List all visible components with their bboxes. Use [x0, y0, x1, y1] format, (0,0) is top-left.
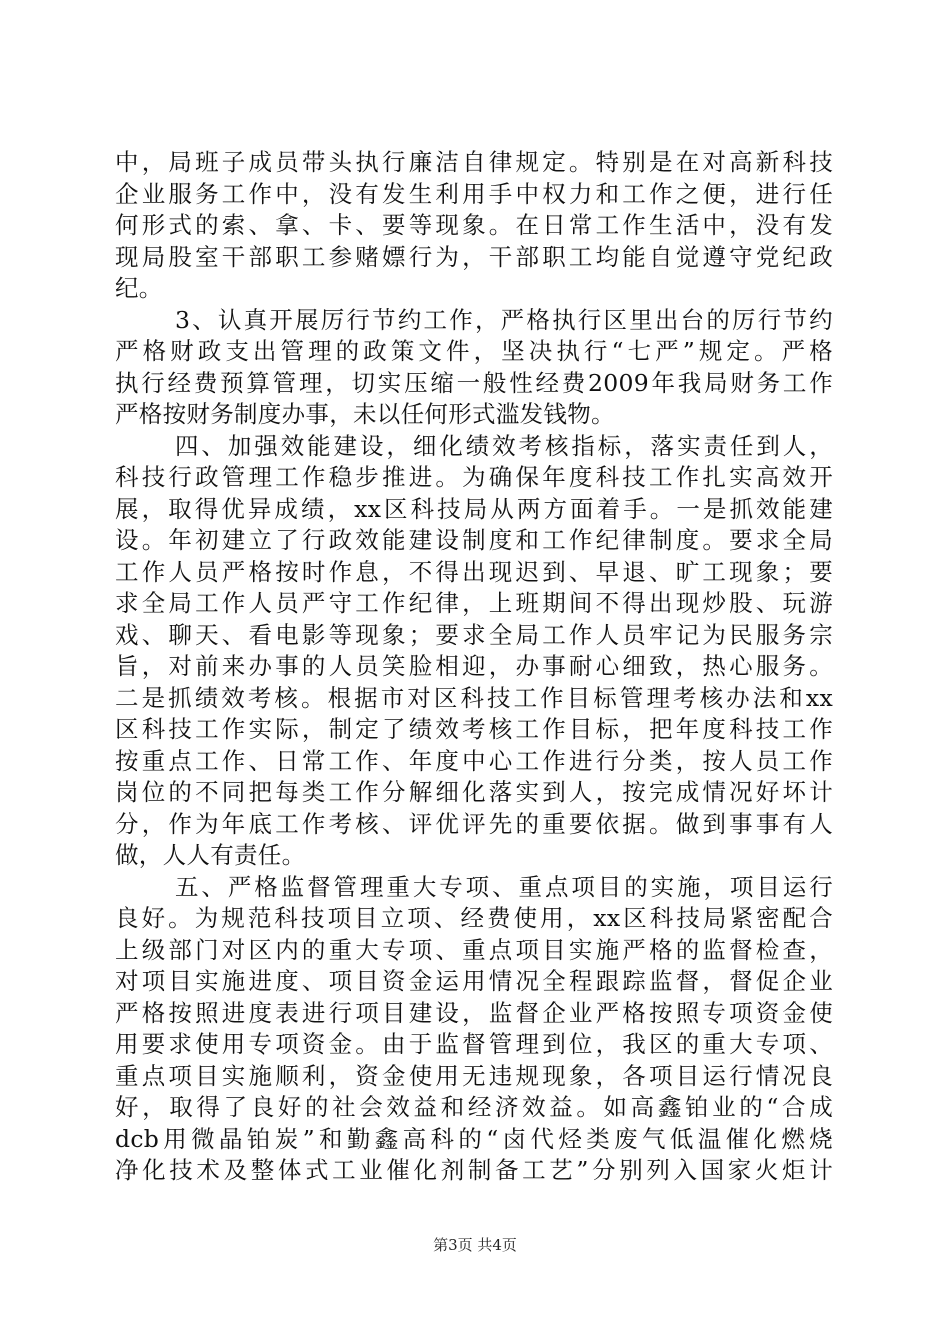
text-line: 好，取得了良好的社会效益和经济效益。如高鑫铂业的“合成 [115, 1093, 833, 1121]
text-line: 分，作为年底工作考核、评优评先的重要依据。做到事事有人 [115, 809, 833, 838]
text-line: 按重点工作、日常工作、年度中心工作进行分类，按人员工作 [115, 746, 833, 775]
text-line: 严格按财务制度办事，未以任何形式滥发钱物。 [115, 400, 615, 428]
text-line: 对项目实施进度、项目资金运用情况全程跟踪监督，督促企业 [115, 967, 833, 995]
text-line: 纪。 [115, 274, 163, 302]
page-footer: 第3页 共4页 [433, 1236, 517, 1254]
text-line: 净化技术及整体式工业催化剂制备工艺”分别列入国家火炬计 [115, 1156, 833, 1184]
text-line: 求全局工作人员严守工作纪律，上班期间不得出现炒股、玩游 [115, 589, 833, 617]
text-line: 何形式的索、拿、卡、要等现象。在日常工作生活中，没有发 [115, 211, 833, 239]
text-line: 现局股室干部职工参赌嫖行为，干部职工均能自觉遵守党纪政 [115, 242, 833, 271]
text-line: 企业服务工作中，没有发生利用手中权力和工作之便，进行任 [115, 179, 833, 208]
text-line: 科技行政管理工作稳步推进。为确保年度科技工作扎实高效开 [115, 463, 833, 491]
text-line: 旨，对前来办事的人员笑脸相迎，办事耐心细致，热心服务。 [115, 652, 833, 680]
text-line: 岗位的不同把每类工作分解细化落实到人，按完成情况好坏计 [115, 778, 833, 806]
text-line: dcb用微晶铂炭”和勤鑫高科的“卤代烃类废气低温催化燃烧 [115, 1124, 833, 1153]
text-line: 展，取得优异成绩，xx区科技局从两方面着手。一是抓效能建 [115, 494, 833, 523]
text-line: 3、认真开展厉行节约工作，严格执行区里出台的厉行节约 [175, 305, 833, 334]
text-line: 良好。为规范科技项目立项、经费使用，xx区科技局紧密配合 [115, 904, 833, 932]
text-line: 五、严格监督管理重大专项、重点项目的实施，项目运行 [175, 872, 833, 901]
text-line: 执行经费预算管理，切实压缩一般性经费2009年我局财务工作 [115, 368, 833, 397]
text-line: 设。年初建立了行政效能建设制度和工作纪律制度。要求全局 [115, 526, 833, 554]
text-line: 重点项目实施顺利，资金使用无违规现象，各项目运行情况良 [115, 1061, 833, 1090]
text-line: 区科技工作实际，制定了绩效考核工作目标，把年度科技工作 [115, 715, 833, 743]
text-line: 严格财政支出管理的政策文件，坚决执行“七严”规定。严格 [115, 337, 833, 365]
text-line: 中，局班子成员带头执行廉洁自律规定。特别是在对高新科技 [115, 148, 833, 176]
text-line: 做，人人有责任。 [115, 841, 306, 869]
body-text [115, 147, 833, 1187]
text-line: 工作人员严格按时作息，不得出现迟到、早退、旷工现象；要 [115, 557, 833, 586]
text-line: 用要求使用专项资金。由于监督管理到位，我区的重大专项、 [115, 1030, 833, 1058]
text-line: 上级部门对区内的重大专项、重点项目实施严格的监督检查， [115, 935, 833, 964]
text-line: 二是抓绩效考核。根据市对区科技工作目标管理考核办法和xx [115, 683, 833, 712]
text-line: 四、加强效能建设，细化绩效考核指标，落实责任到人， [175, 431, 833, 460]
text-line: 戏、聊天、看电影等现象；要求全局工作人员牢记为民服务宗 [115, 620, 833, 649]
text-line: 严格按照进度表进行项目建设，监督企业严格按照专项资金使 [115, 998, 833, 1027]
